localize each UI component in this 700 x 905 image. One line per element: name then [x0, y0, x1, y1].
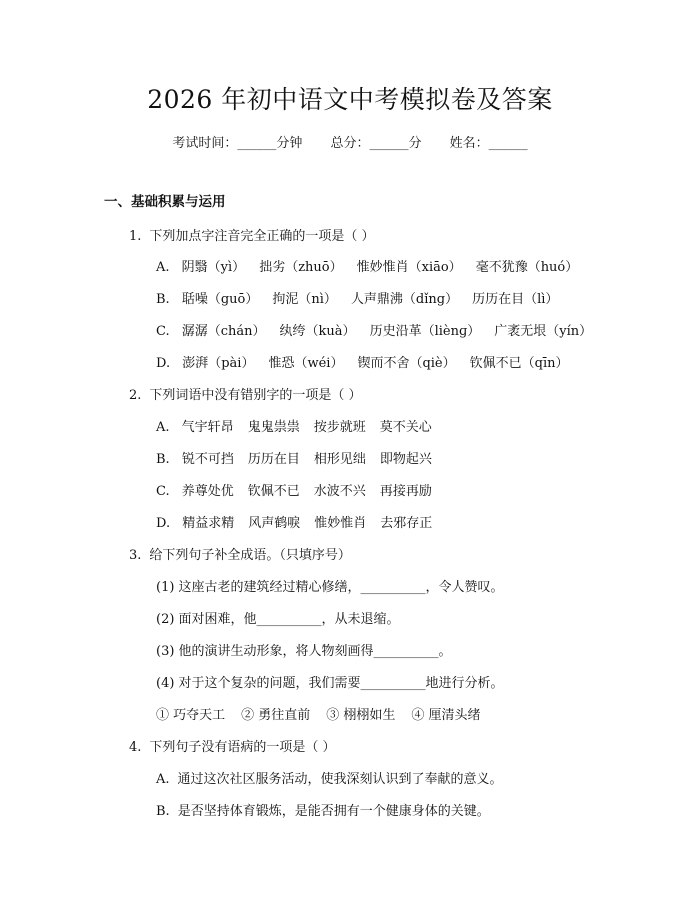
q4-option-b: [156, 800, 490, 819]
option-letter: D.: [156, 516, 171, 531]
option-word: 历历在目: [247, 452, 300, 467]
question-2: [129, 384, 362, 403]
option-word: 养尊处优: [181, 484, 234, 499]
q1-option-c: [156, 320, 592, 339]
q3-item-1: (1) 这座古老的建筑经过精心修缮，__________，令人赞叹。: [156, 580, 504, 595]
q2-option-b: [156, 448, 432, 467]
q3-item-4: (4) 对于这个复杂的问题，我们需要__________地进行分析。: [156, 676, 504, 691]
question-stem: 下列加点字注音完全正确的一项是（ ）: [149, 229, 375, 244]
q2-option-a: [156, 416, 432, 435]
option-word: 精益求精: [182, 516, 235, 531]
idiom-choice: ④ 厘清头绪: [411, 708, 481, 723]
option-word: 即物起兴: [379, 452, 432, 467]
option-letter: A.: [156, 420, 170, 435]
exam-meta: [0, 132, 700, 151]
option-letter: B.: [156, 804, 170, 819]
option-word: 气宇轩昂: [181, 420, 234, 435]
name-label: 姓名：______: [449, 136, 528, 151]
option-word: 钦佩不已: [247, 484, 300, 499]
q3-item-2: (2) 面对困难，他__________，从未退缩。: [156, 612, 400, 627]
option-word: 惟妙惟肖（xiāo）: [356, 260, 462, 275]
option-letter: A.: [156, 772, 170, 787]
option-word: 水波不兴: [313, 484, 366, 499]
option-word: 再接再励: [379, 484, 432, 499]
q1-option-b: [156, 288, 558, 307]
option-word: 锐不可挡: [181, 452, 234, 467]
option-text: 通过这次社区服务活动，使我深刻认识到了奉献的意义。: [177, 772, 503, 787]
option-word: 人声鼎沸（dǐng）: [350, 292, 459, 307]
q3-item-3: (3) 他的演讲生动形象，将人物刻画得__________。: [156, 644, 452, 659]
idiom-choice: ② 勇往直前: [241, 708, 311, 723]
question-number: 3.: [129, 548, 142, 563]
option-text: 是否坚持体育锻炼，是能否拥有一个健康身体的关键。: [177, 804, 490, 819]
section-heading: 一、基础积累与运用: [104, 194, 226, 210]
idiom-choice: ③ 栩栩如生: [326, 708, 396, 723]
question-number: 1.: [129, 229, 142, 244]
question-number: 2.: [129, 388, 142, 403]
option-word: 惟妙惟肖: [314, 516, 367, 531]
question-stem: 下列词语中没有错别字的一项是（ ）: [149, 388, 362, 403]
option-word: 鬼鬼祟祟: [247, 420, 300, 435]
option-letter: C.: [156, 484, 170, 499]
option-word: 拘泥（nì）: [272, 292, 337, 307]
page-title: 2026 年初中语文中考模拟卷及答案: [147, 85, 553, 114]
q3-choices: [156, 704, 497, 723]
question-4: [129, 736, 336, 755]
option-word: 锲而不舍（qiè）: [357, 356, 456, 371]
option-word: 潺潺（chán）: [181, 324, 266, 339]
option-letter: C.: [156, 324, 170, 339]
q2-option-c: [156, 480, 432, 499]
option-letter: D.: [156, 356, 171, 371]
question-stem: 给下列句子补全成语。（只填序号）: [149, 548, 351, 563]
total-score-label: 总分：______分: [330, 136, 422, 151]
option-word: 风声鹤唳: [248, 516, 301, 531]
option-letter: B.: [156, 452, 170, 467]
option-word: 历历在目（lì）: [472, 292, 559, 307]
question-1: [129, 225, 375, 244]
idiom-choice: ① 巧夺天工: [156, 708, 226, 723]
q4-option-a: [156, 768, 503, 787]
question-number: 4.: [129, 740, 142, 755]
option-word: 莫不关心: [379, 420, 432, 435]
q1-option-d: [156, 352, 569, 371]
option-word: 纨绔（kuà）: [279, 324, 356, 339]
option-word: 澎湃（pài）: [182, 356, 255, 371]
option-word: 按步就班: [313, 420, 366, 435]
option-word: 钦佩不已（qīn）: [469, 356, 569, 371]
q2-option-d: [156, 512, 432, 531]
option-word: 相形见绌: [313, 452, 366, 467]
option-letter: B.: [156, 292, 170, 307]
option-word: 去邪存正: [380, 516, 433, 531]
option-letter: A.: [156, 260, 170, 275]
option-word: 广袤无垠（yín）: [494, 324, 593, 339]
option-word: 阴翳（yì）: [181, 260, 246, 275]
question-3: [129, 544, 351, 563]
question-stem: 下列句子没有语病的一项是（ ）: [149, 740, 336, 755]
option-word: 拙劣（zhuō）: [259, 260, 343, 275]
q1-option-a: [156, 256, 578, 275]
option-word: 历史沿革（liènɡ）: [369, 324, 481, 339]
option-word: 惟恐（wéi）: [268, 356, 344, 371]
option-word: 聒噪（guō）: [181, 292, 259, 307]
exam-time-label: 考试时间：______分钟: [172, 136, 303, 151]
option-word: 毫不犹豫（huó）: [475, 260, 579, 275]
